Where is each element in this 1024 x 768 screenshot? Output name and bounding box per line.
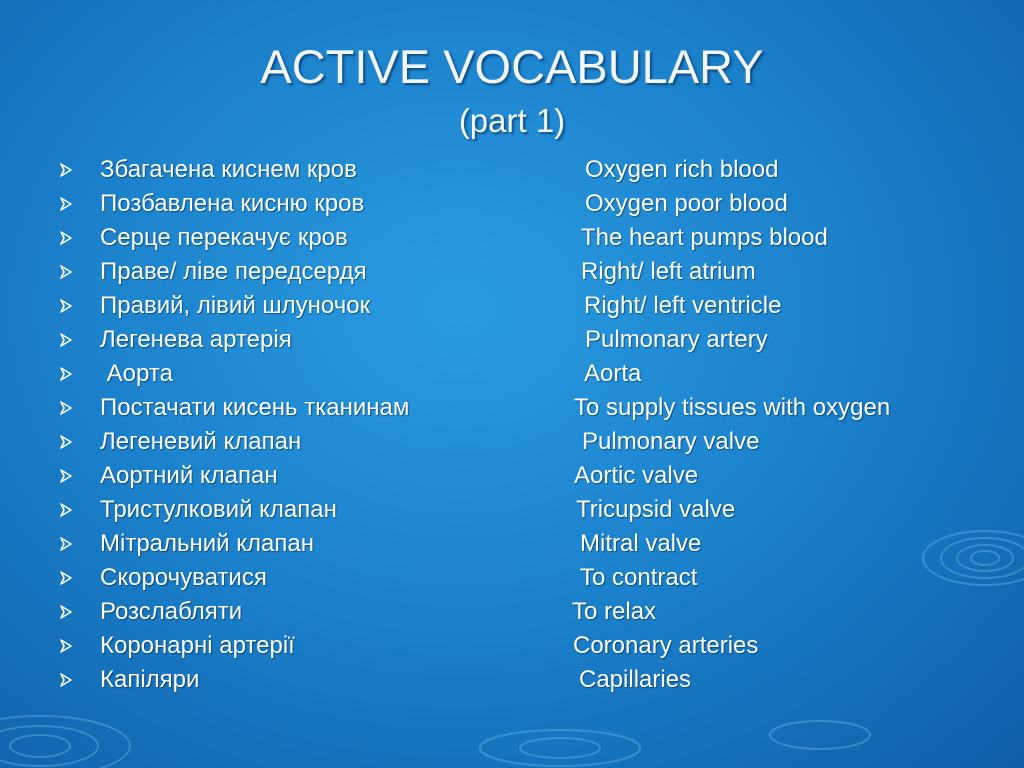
vocabulary-list xyxy=(58,153,988,697)
english-term: Pulmonary artery xyxy=(585,326,768,353)
list-item xyxy=(58,561,988,595)
list-item xyxy=(58,425,988,459)
english-term: Oxygen rich blood xyxy=(585,156,779,183)
ukrainian-term: Капіляри xyxy=(100,666,200,693)
list-item xyxy=(58,595,988,629)
slide-title: ACTIVE VOCABULARY xyxy=(260,40,764,93)
ukrainian-term: Скорочуватися xyxy=(100,564,267,591)
list-item xyxy=(58,629,988,663)
list-item xyxy=(58,289,988,323)
arrow-bullet-icon xyxy=(58,400,74,416)
list-item xyxy=(58,493,988,527)
ukrainian-term: Мітральний клапан xyxy=(100,530,314,557)
list-item xyxy=(58,527,988,561)
arrow-bullet-icon xyxy=(58,162,74,178)
english-term: To contract xyxy=(580,564,698,591)
arrow-bullet-icon xyxy=(58,638,74,654)
list-item xyxy=(58,391,988,425)
arrow-bullet-icon xyxy=(58,434,74,450)
ukrainian-term: Праве/ ліве передсердя xyxy=(100,258,367,285)
english-term: Mitral valve xyxy=(580,530,702,557)
list-item xyxy=(58,187,988,221)
ukrainian-term: Збагачена киснем кров xyxy=(100,156,357,183)
english-term: Pulmonary valve xyxy=(582,428,760,455)
arrow-bullet-icon xyxy=(58,672,74,688)
arrow-bullet-icon xyxy=(58,604,74,620)
ukrainian-term: Легеневий клапан xyxy=(100,428,302,455)
english-term: Aorta xyxy=(584,360,642,387)
arrow-bullet-icon xyxy=(58,502,74,518)
ukrainian-term: Постачати кисень тканинам xyxy=(100,394,410,421)
ukrainian-term: Серце перекачує кров xyxy=(100,224,348,251)
english-term: Right/ left ventricle xyxy=(584,292,782,319)
ukrainian-term: Правий, лівий шлуночок xyxy=(100,292,371,319)
english-term: The heart pumps blood xyxy=(581,224,828,251)
arrow-bullet-icon xyxy=(58,230,74,246)
english-term: Oxygen poor blood xyxy=(585,190,788,217)
ukrainian-term: Розслабляти xyxy=(100,598,243,625)
ukrainian-term: Коронарні артерії xyxy=(100,632,295,659)
english-term: Capillaries xyxy=(579,666,692,693)
english-term: Right/ left atrium xyxy=(581,258,756,285)
arrow-bullet-icon xyxy=(58,468,74,484)
ukrainian-term: Аорта xyxy=(100,360,173,387)
list-item xyxy=(58,323,988,357)
arrow-bullet-icon xyxy=(58,196,74,212)
english-term: Aortic valve xyxy=(574,462,699,489)
list-item xyxy=(58,221,988,255)
list-item xyxy=(58,459,988,493)
ukrainian-term: Легенева артерія xyxy=(100,326,292,353)
english-term: Tricupsid valve xyxy=(576,496,736,523)
list-item xyxy=(58,153,988,187)
ukrainian-term: Аортний клапан xyxy=(100,462,278,489)
english-term: Coronary arteries xyxy=(573,632,759,659)
arrow-bullet-icon xyxy=(58,366,74,382)
slide-subtitle: (part 1) xyxy=(458,102,566,139)
arrow-bullet-icon xyxy=(58,536,74,552)
arrow-bullet-icon xyxy=(58,332,74,348)
arrow-bullet-icon xyxy=(58,570,74,586)
english-term: To relax xyxy=(572,598,657,625)
ukrainian-term: Позбавлена кисню кров xyxy=(100,190,365,217)
list-item xyxy=(58,357,988,391)
english-term: To supply tissues with oxygen xyxy=(574,394,891,421)
arrow-bullet-icon xyxy=(58,298,74,314)
list-item xyxy=(58,663,988,697)
list-item xyxy=(58,255,988,289)
arrow-bullet-icon xyxy=(58,264,74,280)
ukrainian-term: Тристулковий клапан xyxy=(100,496,337,523)
